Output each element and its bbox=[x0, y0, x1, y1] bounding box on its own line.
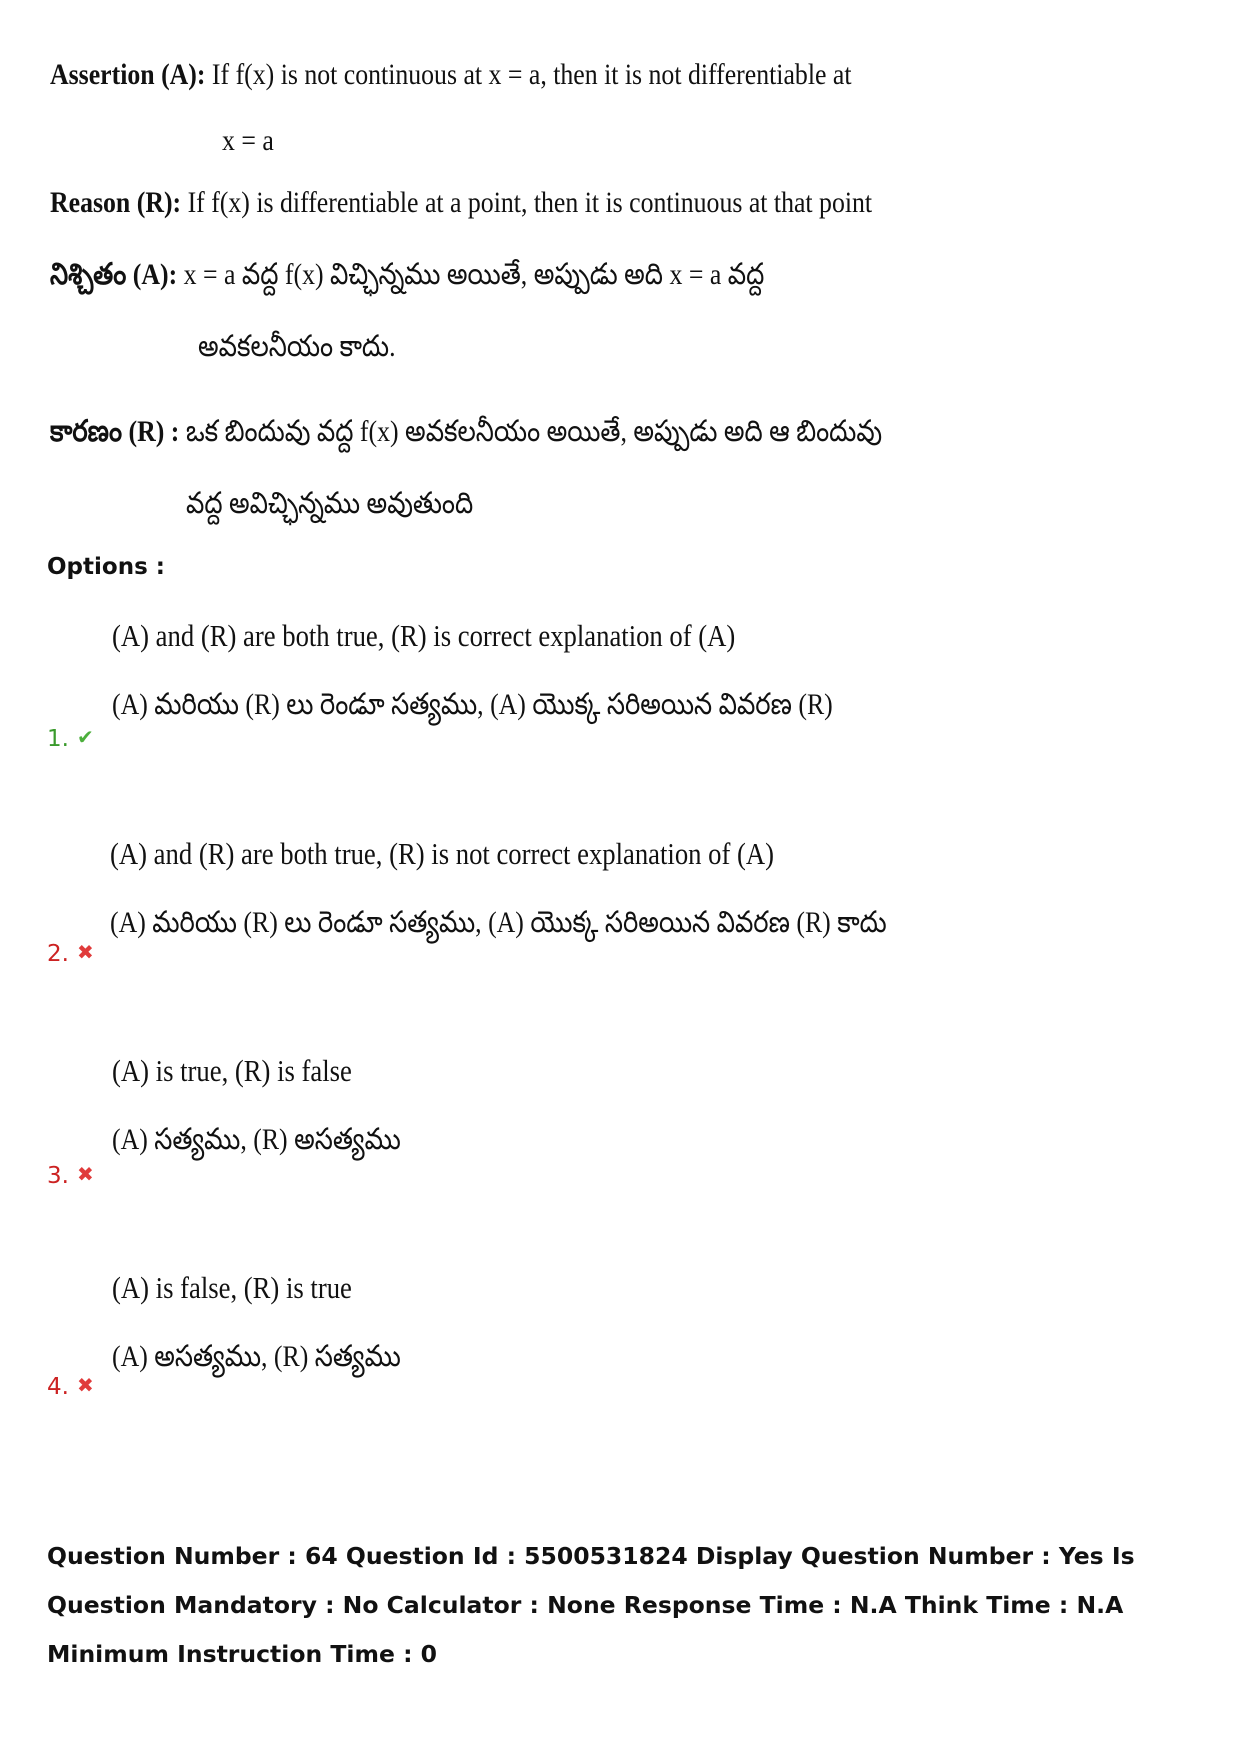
reason-line bbox=[50, 186, 872, 220]
options-label: Options : bbox=[47, 554, 165, 580]
option-1-telugu: (A) మరియు (R) లు రెండూ సత్యము, (A) యొక్క సరిఅయిన వివరణ (R) bbox=[112, 688, 833, 721]
assertion-label: Assertion (A): bbox=[50, 58, 206, 91]
option-2-telugu: (A) మరియు (R) లు రెండూ సత్యము, (A) యొక్క సరిఅయిన వివరణ (R) కాదు bbox=[110, 906, 887, 939]
option-1-english: (A) and (R) are both true, (R) is correct explanation of (A) bbox=[112, 618, 736, 653]
te-assertion-line bbox=[50, 258, 764, 299]
assertion-text: If f(x) is not continuous at x = a, then it is not differentiable at bbox=[211, 58, 852, 91]
option-1-number[interactable] bbox=[47, 726, 94, 752]
assertion-line bbox=[50, 58, 852, 92]
cross-icon: ✖ bbox=[76, 1373, 94, 1397]
reason-text: If f(x) is differentiable at a point, then it is continuous at that point bbox=[187, 186, 873, 219]
te-assertion-text: x = a వద్ద f(x) విచ్ఛిన్నము అయితే, అప్పుడు అది x = a వద్ద bbox=[183, 258, 765, 291]
option-3-english: (A) is true, (R) is false bbox=[112, 1053, 352, 1088]
option-3-telugu: (A) సత్యము, (R) అసత్యము bbox=[112, 1123, 401, 1156]
cross-icon: ✖ bbox=[76, 940, 94, 964]
reason-label: Reason (R): bbox=[50, 186, 182, 219]
te-assertion-label: నిశ్చితం (A): bbox=[50, 258, 178, 291]
question-metadata: Question Number : 64 Question Id : 5500531824 Display Question Number : Yes Is Question Mandatory : No Calculator : None Response Time : N.A Think Time : N.A Minimum Instruction Time : 0 bbox=[47, 1542, 1135, 1668]
option-3-number-label: 3. bbox=[47, 1163, 69, 1189]
option-4-telugu: (A) అసత్యము, (R) సత్యము bbox=[112, 1340, 401, 1373]
assertion-continuation: x = a bbox=[222, 124, 274, 157]
option-4-number-label: 4. bbox=[47, 1374, 69, 1400]
te-reason-label: కారణం (R) : bbox=[50, 415, 180, 448]
option-2-english: (A) and (R) are both true, (R) is not correct explanation of (A) bbox=[110, 836, 775, 871]
option-3-number[interactable] bbox=[47, 1163, 94, 1189]
te-reason-line bbox=[50, 415, 882, 456]
option-1-number-label: 1. bbox=[47, 726, 69, 752]
te-reason-text: ఒక బిందువు వద్ద f(x) అవకలనీయం అయితే, అప్పుడు అది ఆ బిందువు bbox=[185, 415, 883, 448]
te-assertion-continuation: అవకలనీయం కాదు. bbox=[198, 330, 396, 363]
te-reason-continuation: వద్ద అవిచ్ఛిన్నము అవుతుంది bbox=[186, 487, 474, 520]
option-4-english: (A) is false, (R) is true bbox=[112, 1270, 352, 1305]
option-2-number[interactable] bbox=[47, 941, 94, 967]
option-2-number-label: 2. bbox=[47, 941, 69, 967]
check-icon: ✔ bbox=[76, 725, 94, 749]
cross-icon: ✖ bbox=[76, 1162, 94, 1186]
option-4-number[interactable] bbox=[47, 1374, 94, 1400]
